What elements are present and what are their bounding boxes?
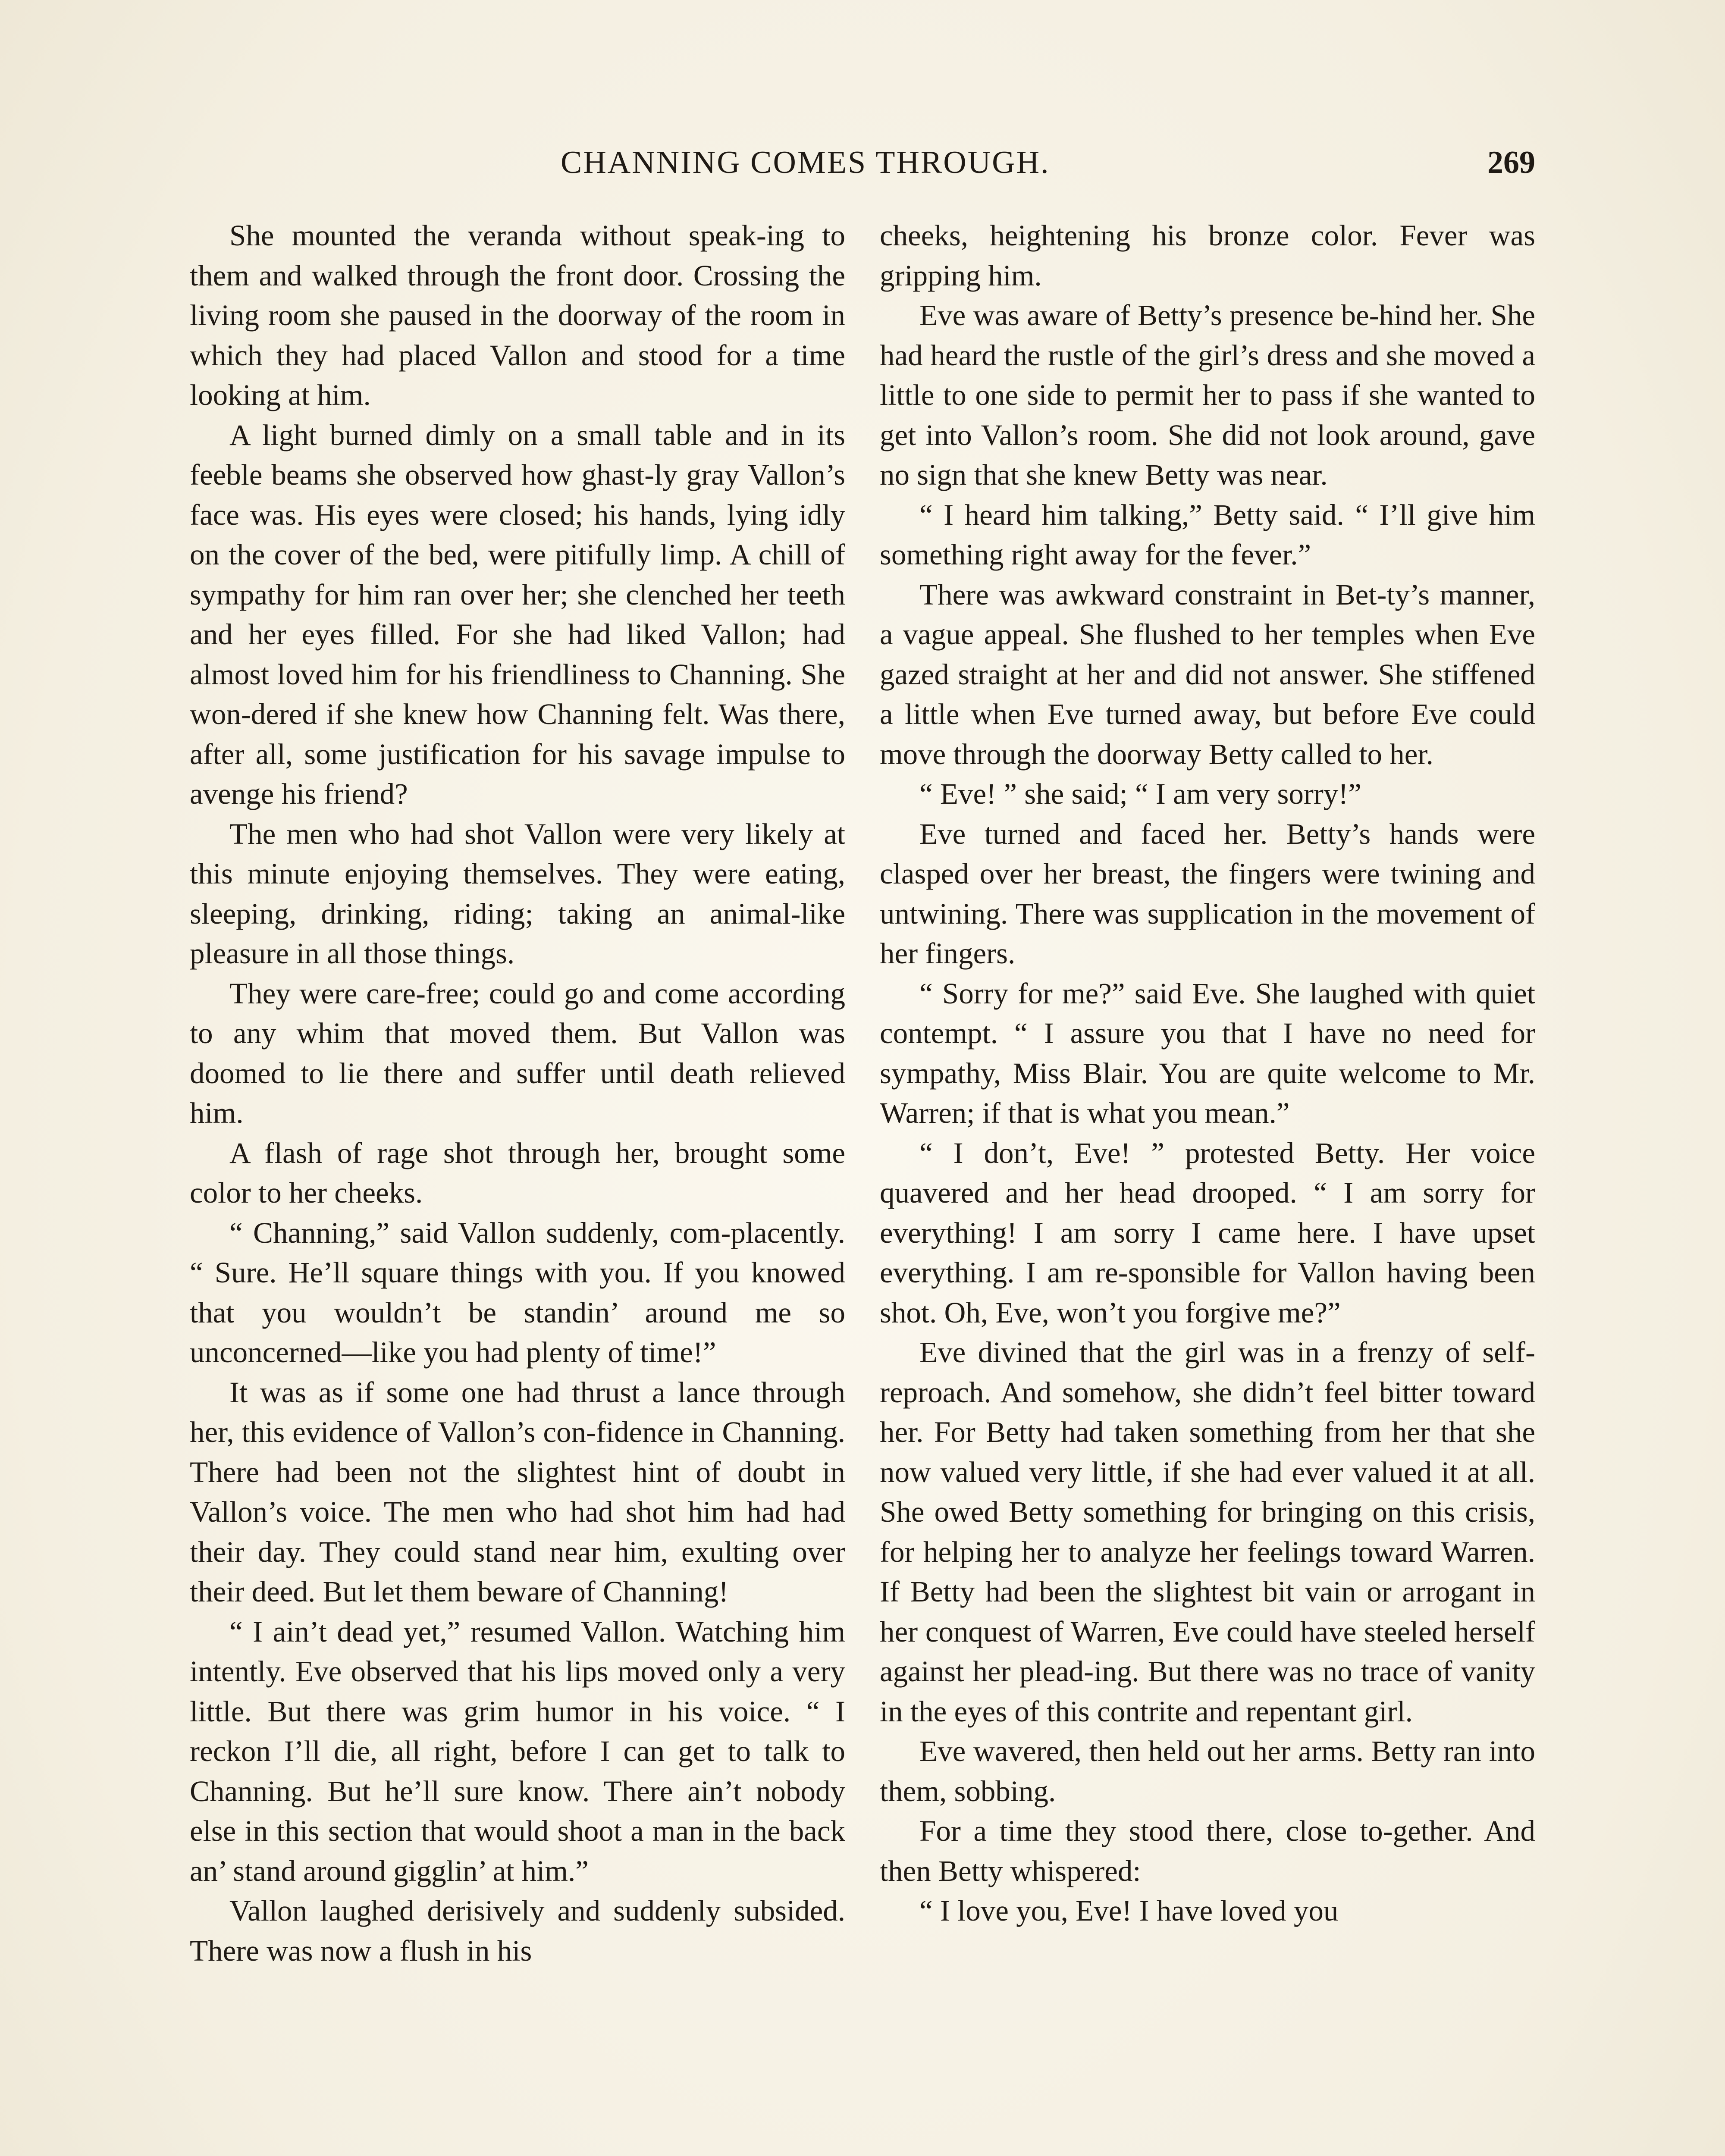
paragraph: Vallon laughed derisively and suddenly subsided. There was now a flush in his	[190, 1894, 845, 1967]
paragraph: It was as if some one had thrust a lance through her, this evidence of Vallon’s con-fidence in Channing. There had been not the slightest hint of doubt in Vallon’s voice. The men who had shot him had had their day. They could stand near him, exulting over their deed. But let them beware of Channing!	[190, 1376, 845, 1608]
paragraph: “ Eve! ” she said; “ I am very sorry!”	[919, 777, 1361, 810]
paragraph: They were care-free; could go and come according to any whim that moved them. But Vallon was doomed to lie there and suffer until death relieved him.	[190, 977, 845, 1129]
paragraph: There was awkward constraint in Bet-ty’s manner, a vague appeal. She flushed to her temples when Eve gazed straight at her and did not answer. She stiffened a little when Eve turned away, but before Eve could move through the doorway Betty called to her.	[880, 578, 1535, 771]
text-columns	[190, 216, 1535, 2156]
paragraph: “ Channing,” said Vallon suddenly, com-placently. “ Sure. He’ll square things with you. If you knowed that you wouldn’t be standin’ around me so unconcerned—like you had plenty of time!”	[190, 1216, 845, 1369]
page-number: 269	[1487, 145, 1535, 180]
paragraph: Eve divined that the girl was in a frenzy of self-reproach. And somehow, she didn’t feel bitter toward her. For Betty had taken something from her that she now valued very little, if she had ever valued it at all. She owed Betty something for bringing on this crisis, for helping her to analyze her feelings toward Warren. If Betty had been the slightest bit vain or arrogant in her conquest of Warren, Eve could have steeled herself against her plead-ing. But there was no trace of vanity in the eyes of this contrite and repentant girl.	[880, 1336, 1535, 1728]
paragraph: For a time they stood there, close to-gether. And then Betty whispered:	[880, 1814, 1535, 1887]
paragraph: “ I heard him talking,” Betty said. “ I’ll give him something right away for the fever.”	[880, 498, 1535, 571]
paragraph-continuation: cheeks, heightening his bronze color. Fever was gripping him.	[880, 219, 1535, 292]
right-column	[880, 216, 1535, 2156]
paragraph: “ I don’t, Eve! ” protested Betty. Her voice quavered and her head drooped. “ I am sorry for everything! I am sorry I came here. I have upset everything. I am re-sponsible for Vallon having been shot. Oh, Eve, won’t you forgive me?”	[880, 1136, 1535, 1329]
paragraph: The men who had shot Vallon were very likely at this minute enjoying themselves. They were eating, sleeping, drinking, riding; taking an animal-like pleasure in all those things.	[190, 817, 845, 970]
paragraph: Eve wavered, then held out her arms. Betty ran into them, sobbing.	[880, 1735, 1535, 1808]
paragraph: A flash of rage shot through her, brought some color to her cheeks.	[190, 1136, 845, 1209]
paragraph: “ I ain’t dead yet,” resumed Vallon. Watching him intently. Eve observed that his lips moved only a very little. But there was grim humor in his voice. “ I reckon I’ll die, all right, before I can get to talk to Channing. But he’ll sure know. There ain’t nobody else in this section that would shoot a man in the back an’ stand around gigglin’ at him.”	[190, 1615, 845, 1887]
paragraph: Eve was aware of Betty’s presence be-hind her. She had heard the rustle of the girl’s dress and she moved a little to one side to permit her to pass if she wanted to get into Vallon’s room. She did not look around, gave no sign that she knew Betty was near.	[880, 299, 1535, 491]
paragraph: She mounted the veranda without speak-ing to them and walked through the front door. Crossing the living room she paused in the doorway of the room in which they had placed Vallon and stood for a time looking at him.	[190, 219, 845, 411]
left-column	[190, 216, 845, 2156]
page-header	[172, 139, 1535, 186]
paragraph: A light burned dimly on a small table and in its feeble beams she observed how ghast-ly gray Vallon’s face was. His eyes were closed; his hands, lying idly on the cover of the bed, were pitifully limp. A chill of sympathy for him ran over her; she clenched her teeth and her eyes filled. For she had liked Vallon; had almost loved him for his friendliness to Channing. She won-dered if she knew how Channing felt. Was there, after all, some justification for his savage impulse to avenge his friend?	[190, 418, 845, 810]
running-head: CHANNING COMES THROUGH.	[561, 145, 1050, 180]
paragraph: Eve turned and faced her. Betty’s hands were clasped over her breast, the fingers were twining and untwining. There was supplication in the movement of her fingers.	[880, 817, 1535, 970]
paragraph: “ I love you, Eve! I have loved you	[919, 1894, 1339, 1927]
paragraph: “ Sorry for me?” said Eve. She laughed with quiet contempt. “ I assure you that I have no need for sympathy, Miss Blair. You are quite welcome to Mr. Warren; if that is what you mean.”	[880, 977, 1535, 1129]
